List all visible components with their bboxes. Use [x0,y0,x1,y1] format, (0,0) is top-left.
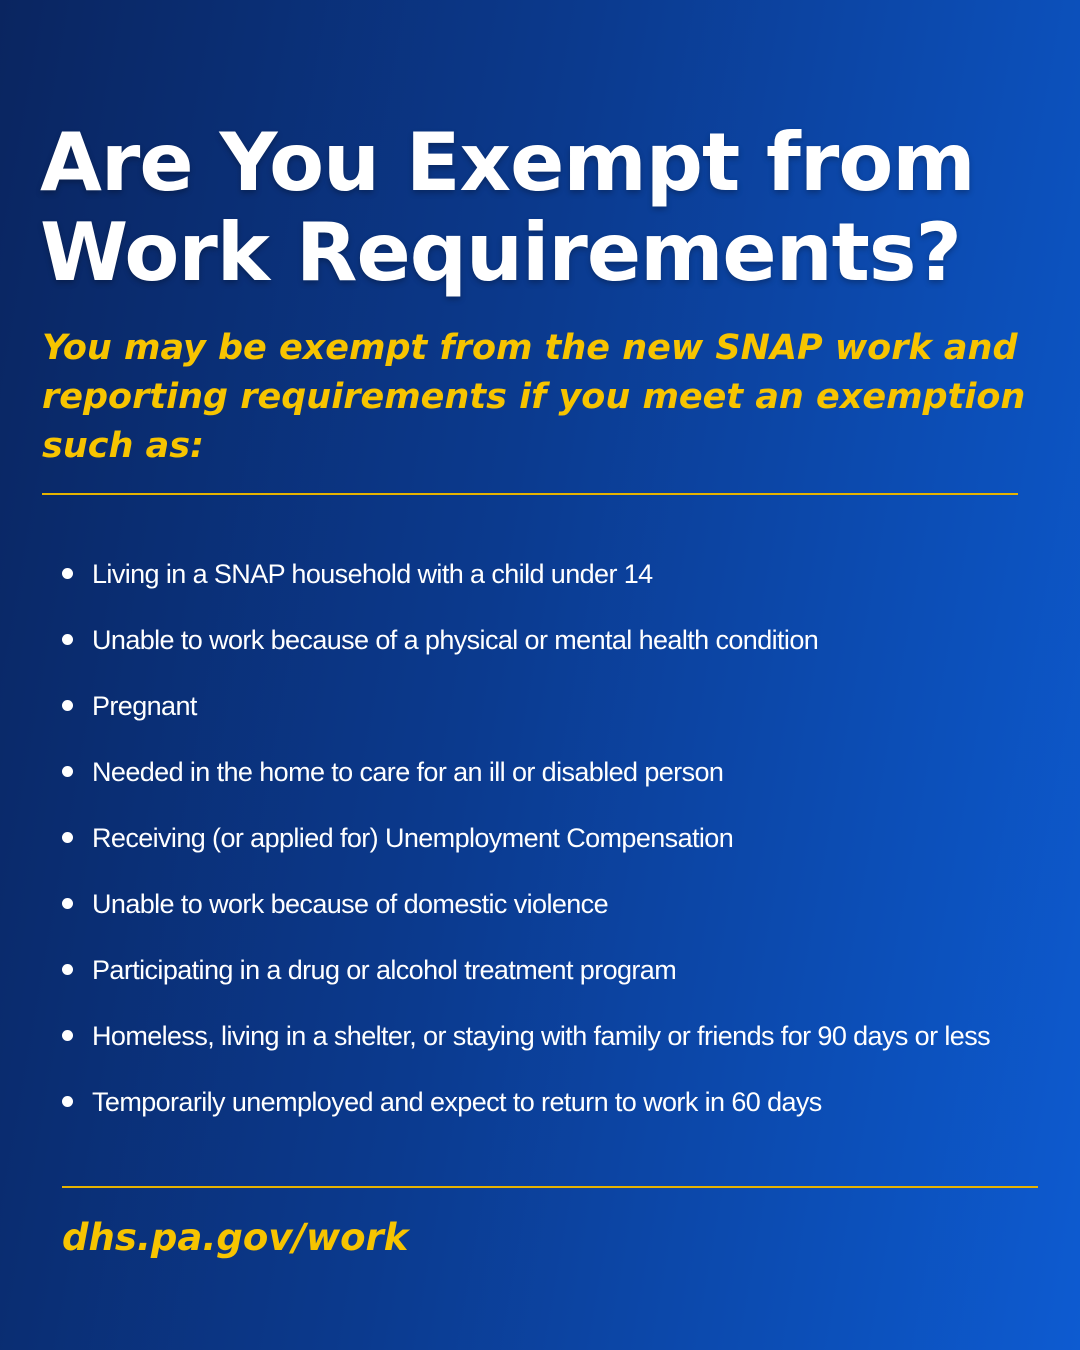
exemption-item-caregiver [62,739,1072,805]
bullet-icon [62,1030,73,1041]
exemption-item-temporarily-unemployed [62,1069,1072,1135]
exemption-item-treatment-program [62,937,1072,1003]
exemption-item-homeless [62,1003,1072,1069]
bullet-icon [62,568,73,579]
exemption-list [62,541,1072,1135]
exemption-text: Unable to work because of domestic violence [92,889,608,919]
subheading: You may be exempt from the new SNAP work and reporting requirements if you meet an exemption such as: [42,328,1026,466]
exemption-item-health-condition [62,607,1072,673]
bullet-icon [62,832,73,843]
exemption-item-domestic-violence [62,871,1072,937]
bullet-icon [62,634,73,645]
bullet-icon [62,766,73,777]
headline [40,118,1060,298]
bullet-icon [62,1096,73,1107]
exemption-text: Receiving (or applied for) Unemployment Compensation [92,823,734,853]
bullet-icon [62,700,73,711]
bottom-divider [62,1186,1038,1188]
exemption-text: Pregnant [92,691,197,721]
bullet-icon [62,898,73,909]
exemption-item-child-under-14 [62,541,1072,607]
exemption-item-unemployment-compensation [62,805,1072,871]
exemption-item-pregnant [62,673,1072,739]
headline-line-2: Work Requirements? [40,206,961,299]
website-url: dhs.pa.gov/work [62,1216,409,1259]
bullet-icon [62,964,73,975]
exemption-text: Needed in the home to care for an ill or disabled person [92,757,724,787]
exemption-text: Living in a SNAP household with a child under 14 [92,559,653,589]
exemption-text: Unable to work because of a physical or mental health condition [92,625,819,655]
exemption-text: Temporarily unemployed and expect to return to work in 60 days [92,1087,822,1117]
headline-line-1: Are You Exempt from [40,116,975,209]
exemption-text: Homeless, living in a shelter, or staying with family or friends for 90 days or less [92,1021,990,1051]
top-divider [42,493,1018,495]
exemption-text: Participating in a drug or alcohol treatment program [92,955,677,985]
